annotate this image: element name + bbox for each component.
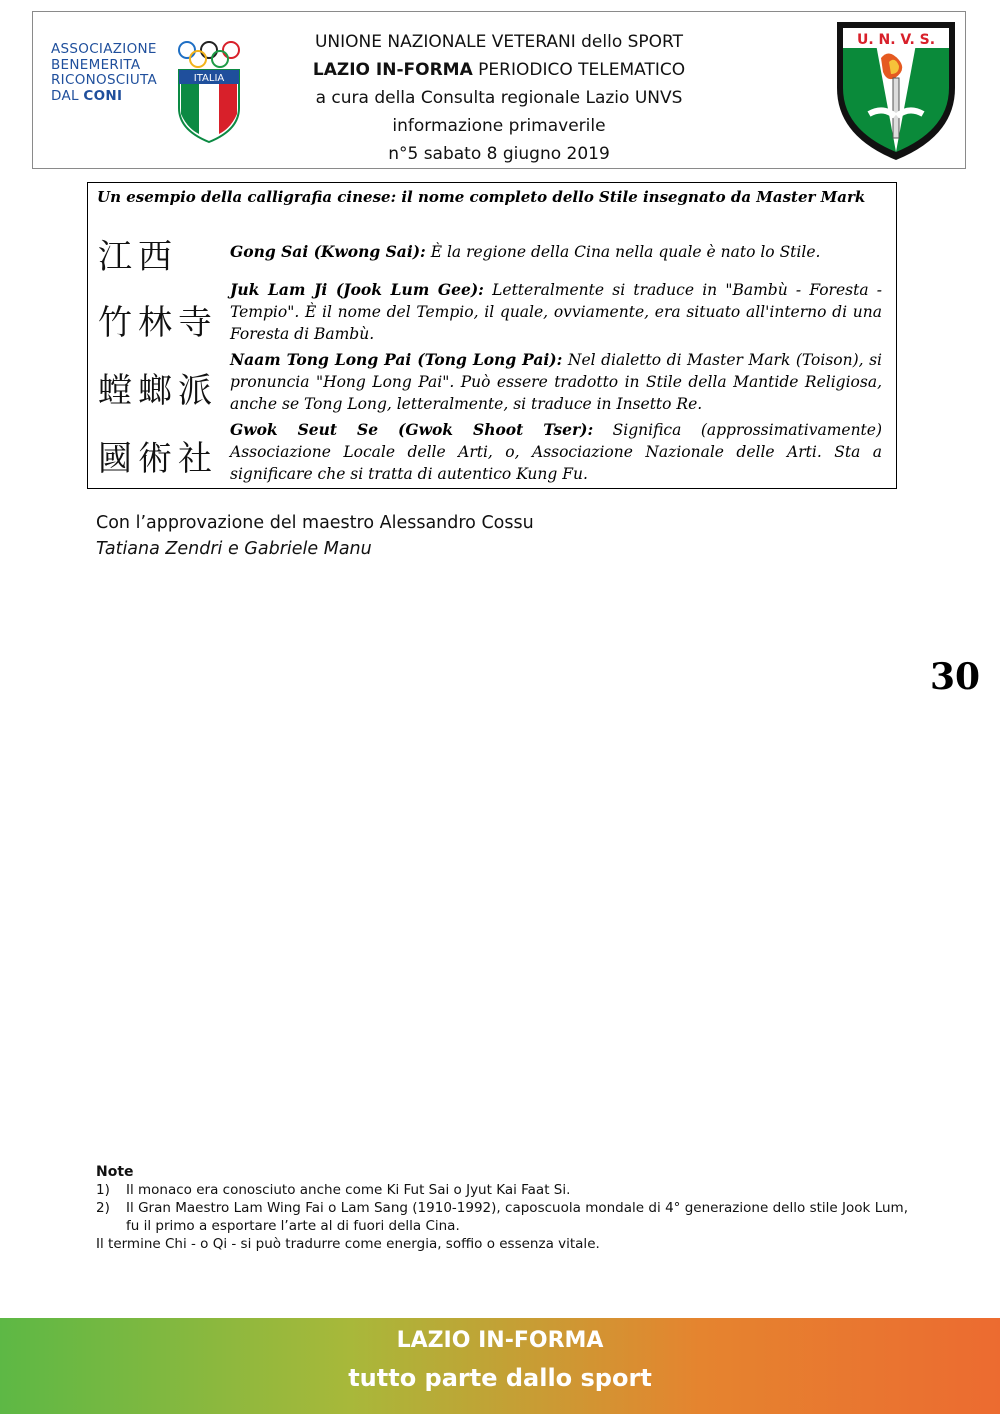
header-title-block [233, 28, 765, 168]
calligraphy-box [87, 182, 897, 489]
note-item [96, 1181, 908, 1199]
olympic-rings-icon [177, 40, 241, 70]
coni-line: RICONOSCIUTA [51, 72, 158, 88]
entry-description: Significa (approssimativamente) Associazione Locale delle Arti, o, Associazione Nazionale delle Arti. Sta a significare che si tratta di autentico Kung Fu. [230, 421, 882, 483]
entry-text [230, 419, 882, 485]
note-number: 1) [96, 1182, 110, 1198]
entry-name: Naam Tong Long Pai (Tong Long Pai): [230, 350, 563, 369]
page-footer [0, 1318, 1000, 1414]
coni-dal: DAL [51, 87, 79, 104]
coni-line: ASSOCIAZIONE [51, 41, 157, 57]
header-line-2 [233, 56, 765, 84]
calligraphy-title: Un esempio della calligrafia cinese: il nome completo dello Stile insegnato da Master Mark [97, 188, 866, 206]
note-text: Il Gran Maestro Lam Wing Fai o Lam Sang (1910-1992), caposcuola mondale di 4° generazione dello stile Jook Lum, fu il primo a esportare l’arte al di fuori della Cina. [126, 1200, 908, 1234]
unvs-shield-icon [833, 18, 959, 164]
header-line-4: informazione primaverile [392, 116, 606, 136]
footer-title: LAZIO IN-FORMA [396, 1328, 604, 1353]
entry-text [230, 241, 882, 263]
chinese-characters: 江西 [98, 237, 178, 277]
authors-line: Tatiana Zendri e Gabriele Manu [96, 539, 372, 559]
notes-section [96, 1163, 908, 1253]
header-line-5: n°5 sabato 8 giugno 2019 [388, 144, 610, 164]
italia-shield-icon [177, 68, 241, 144]
entry-text [230, 279, 882, 345]
italia-label: ITALIA [193, 73, 225, 84]
header-magazine-type: PERIODICO TELEMATICO [472, 60, 686, 80]
entry-description: Letteralmente si traduce in "Bambù - Foresta - Tempio". È il nome del Tempio, il quale, ovviamente, era situato all'interno di una Foresta di Bambù. [230, 281, 882, 343]
entry-description: È la regione della Cina nella quale è nato lo Stile. [425, 243, 821, 261]
note-extra: Il termine Chi - o Qi - si può tradurre come energia, soffio o essenza vitale. [96, 1236, 600, 1252]
page-header [32, 11, 966, 169]
footer-tagline: tutto parte dallo sport [348, 1364, 652, 1392]
chinese-characters: 國術社 [98, 439, 218, 479]
coni-logo [45, 34, 245, 164]
coni-logo-text [51, 42, 157, 104]
notes-title: Note [96, 1164, 134, 1180]
header-magazine-name: LAZIO IN-FORMA [312, 60, 473, 80]
approval-block [96, 510, 534, 562]
note-item [96, 1199, 908, 1235]
chinese-characters: 螳螂派 [98, 371, 218, 411]
header-line-3: a cura della Consulta regionale Lazio UNVS [315, 88, 683, 108]
note-text: Il monaco era conosciuto anche come Ki Fut Sai o Jyut Kai Faat Si. [126, 1182, 571, 1198]
approval-line: Con l’approvazione del maestro Alessandro Cossu [96, 513, 534, 533]
note-number: 2) [96, 1200, 110, 1216]
entry-name: Gong Sai (Kwong Sai): [230, 242, 426, 261]
entry-text [230, 349, 882, 415]
page-number: 30 [930, 656, 981, 698]
coni-line: BENEMERITA [51, 56, 141, 73]
coni-line [51, 89, 157, 105]
chinese-characters: 竹林寺 [98, 303, 218, 343]
entry-name: Gwok Seut Se (Gwok Shoot Tser): [230, 420, 594, 439]
entry-name: Juk Lam Ji (Jook Lum Gee): [230, 280, 484, 299]
coni-word: CONI [83, 87, 123, 104]
header-line-1: UNIONE NAZIONALE VETERANI dello SPORT [314, 32, 684, 52]
entry-description: Nel dialetto di Master Mark (Toison), si pronuncia "Hong Long Pai". Può essere tradotto in Stile della Mantide Religiosa, anche se Tong Long, letteralmente, si traduce in Insetto Re. [230, 351, 882, 413]
unvs-label: U. N. V. S. [856, 32, 936, 48]
